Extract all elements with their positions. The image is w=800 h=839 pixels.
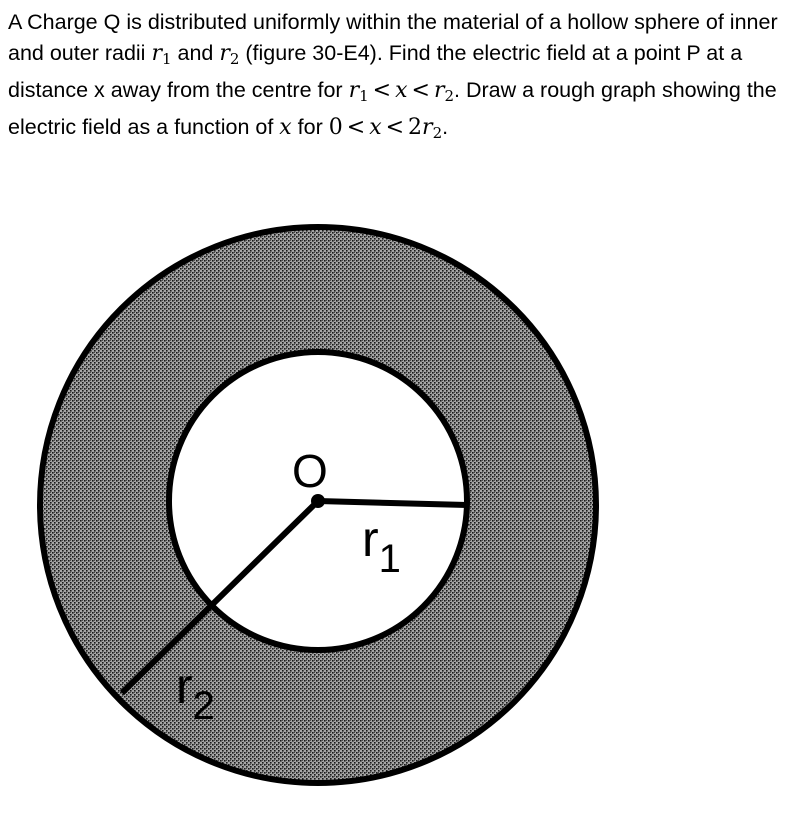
outer-radius-symbol: $r_2$: [219, 41, 240, 68]
center-label: O: [292, 445, 328, 497]
inner-radius-symbol: $r_1$: [151, 41, 172, 68]
question-part3: . Draw a rough graph showing the electric field as a function of: [8, 78, 777, 139]
question-for: for: [291, 115, 329, 139]
question-and: and: [171, 41, 220, 65]
inner-radius-line: [318, 501, 467, 505]
range-inequality-1: $r_1 < x < r_2$: [348, 78, 455, 105]
variable-x: x: [279, 115, 292, 140]
question-end: .: [442, 115, 449, 139]
inner-radius-label: $r_1$: [362, 511, 401, 581]
question-part1: A Charge Q is distributed uniformly within the material of a hollow sphere of inner and outer radii: [8, 10, 778, 65]
range-inequality-2: $0 < x < 2r_2$: [328, 115, 443, 142]
question-part2: (figure 30-E4). Find the electric field at a point P at a distance x away from the centre for: [8, 41, 743, 102]
outer-radius-label: $r_2$: [176, 658, 215, 728]
